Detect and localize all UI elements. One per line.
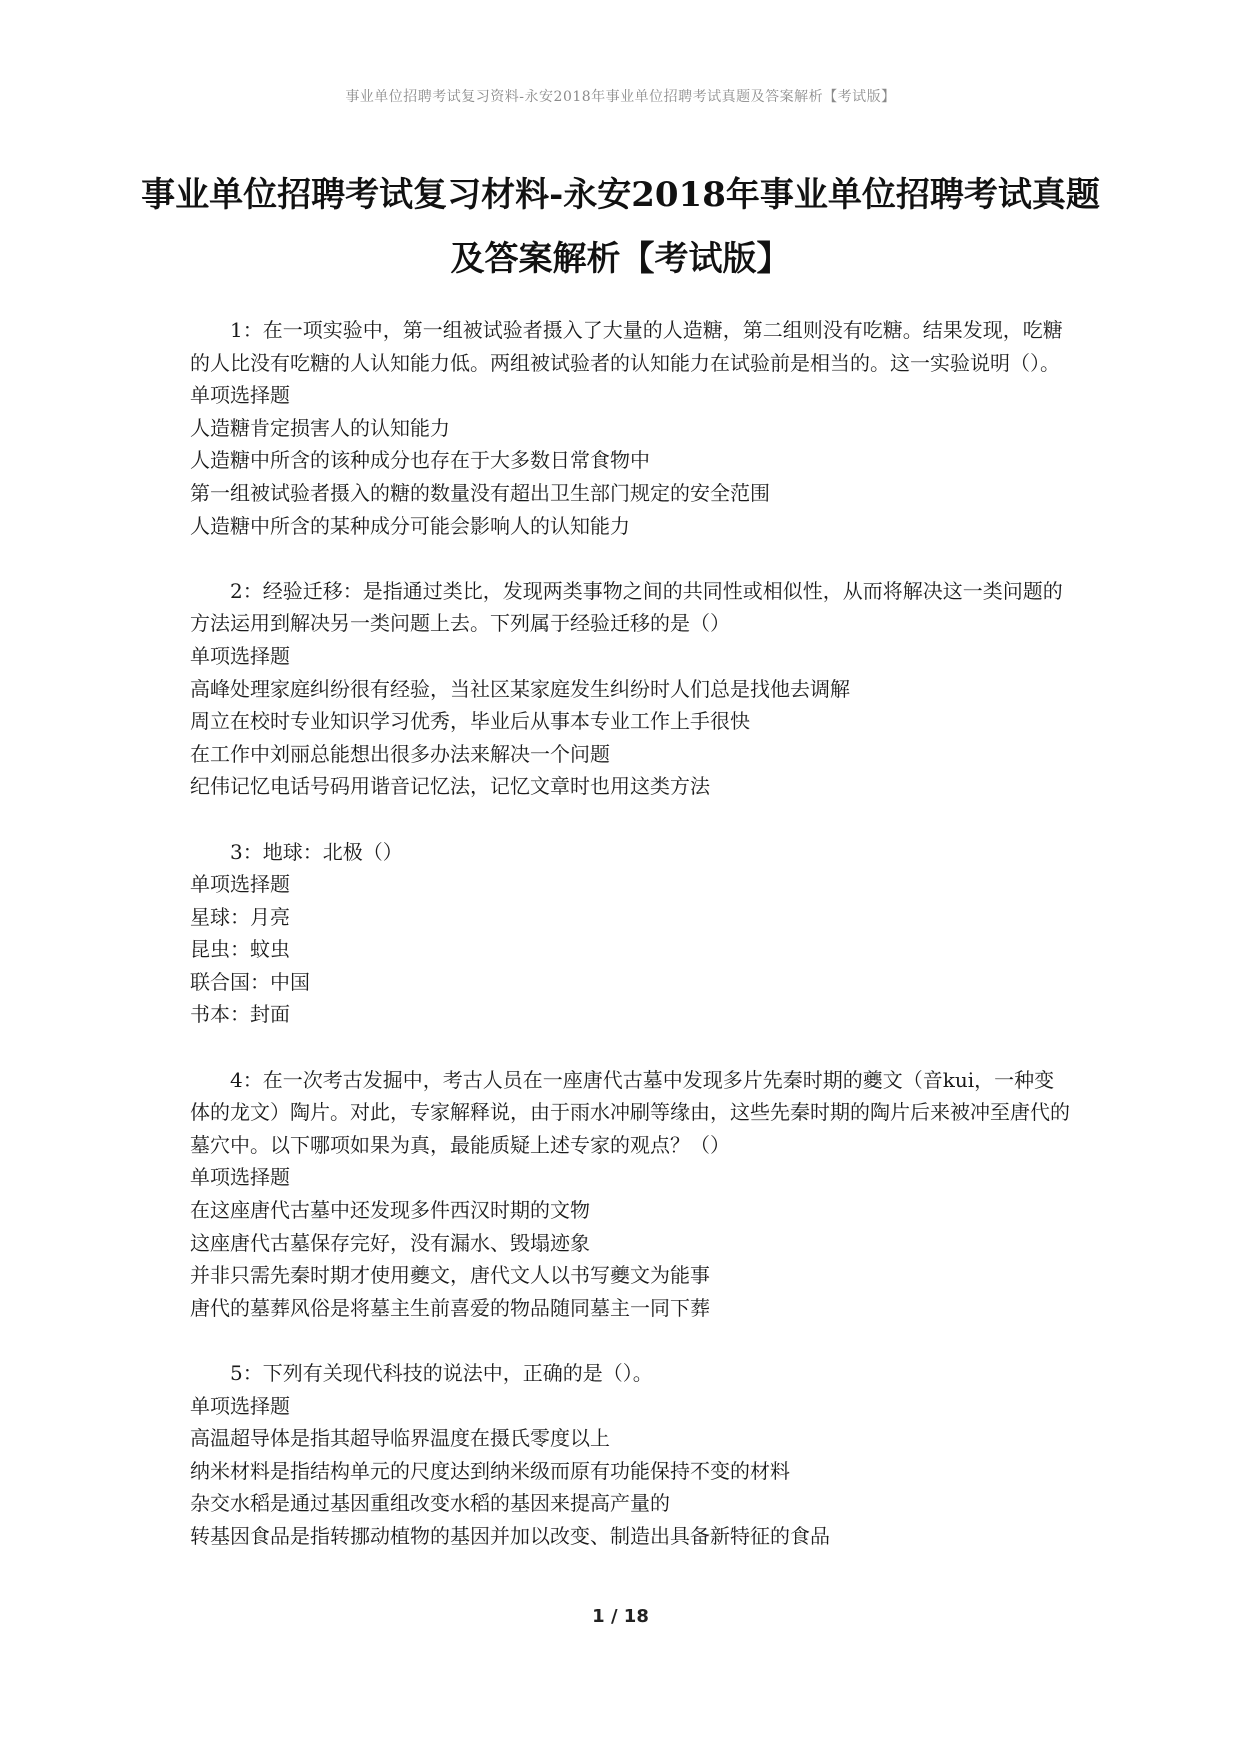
page-number: 1 / 18 bbox=[592, 1606, 649, 1627]
answer-option: 这座唐代古墓保存完好，没有漏水、毁塌迹象 bbox=[190, 1230, 590, 1255]
question-1 bbox=[190, 314, 1070, 542]
question-type: 单项选择题 bbox=[190, 383, 290, 408]
answer-option: 唐代的墓葬风俗是将墓主生前喜爱的物品随同墓主一同下葬 bbox=[190, 1295, 710, 1320]
running-header: 事业单位招聘考试复习资料-永安2018年事业单位招聘考试真题及答案解析【考试版】 bbox=[345, 89, 896, 105]
answer-option: 在这座唐代古墓中还发现多件西汉时期的文物 bbox=[190, 1198, 590, 1223]
question-list bbox=[190, 314, 1070, 1553]
answer-option: 人造糖中所含的某种成分可能会影响人的认知能力 bbox=[190, 513, 630, 538]
question-stem: 1：在一项实验中，第一组被试验者摄入了大量的人造糖，第二组则没有吃糖。结果发现，吃糖的人比没有吃糖的人认知能力低。两组被试验者的认知能力在试验前是相当的。这一实验说明（）。 bbox=[190, 318, 1063, 375]
answer-option: 并非只需先秦时期才使用夔文，唐代文人以书写夔文为能事 bbox=[190, 1263, 710, 1288]
question-stem: 3：地球：北极（） bbox=[230, 839, 403, 864]
answer-option: 高峰处理家庭纠纷很有经验，当社区某家庭发生纠纷时人们总是找他去调解 bbox=[190, 676, 850, 701]
question-type: 单项选择题 bbox=[190, 1393, 290, 1418]
answer-option: 纳米材料是指结构单元的尺度达到纳米级而原有功能保持不变的材料 bbox=[190, 1458, 790, 1483]
question-4 bbox=[190, 1064, 1070, 1325]
answer-option: 转基因食品是指转挪动植物的基因并加以改变、制造出具备新特征的食品 bbox=[190, 1523, 830, 1548]
answer-option: 周立在校时专业知识学习优秀，毕业后从事本专业工作上手很快 bbox=[190, 709, 750, 734]
question-stem: 4：在一次考古发掘中，考古人员在一座唐代古墓中发现多片先秦时期的夔文（音kui，一种变体的龙文）陶片。对此，专家解释说，由于雨水冲刷等缘由，这些先秦时期的陶片后来被冲至唐代的墓穴中。以下哪项如果为真，最能质疑上述专家的观点？（） bbox=[190, 1067, 1070, 1157]
question-type: 单项选择题 bbox=[190, 643, 290, 668]
question-5 bbox=[190, 1357, 1070, 1553]
answer-option: 昆虫：蚊虫 bbox=[190, 937, 290, 962]
question-3 bbox=[190, 836, 1070, 1032]
answer-option: 人造糖肯定损害人的认知能力 bbox=[190, 415, 450, 440]
question-type: 单项选择题 bbox=[190, 872, 290, 897]
answer-option: 星球：月亮 bbox=[190, 904, 290, 929]
answer-option: 杂交水稻是通过基因重组改变水稻的基因来提高产量的 bbox=[190, 1491, 670, 1516]
answer-option: 第一组被试验者摄入的糖的数量没有超出卫生部门规定的安全范围 bbox=[190, 480, 770, 505]
answer-option: 高温超导体是指其超导临界温度在摄氏零度以上 bbox=[190, 1426, 610, 1451]
question-type: 单项选择题 bbox=[190, 1165, 290, 1190]
document-title: 事业单位招聘考试复习材料-永安2018年事业单位招聘考试真题及答案解析【考试版】 bbox=[141, 175, 1100, 279]
answer-option: 人造糖中所含的该种成分也存在于大多数日常食物中 bbox=[190, 448, 650, 473]
question-stem: 2：经验迁移：是指通过类比，发现两类事物之间的共同性或相似性，从而将解决这一类问题的方法运用到解决另一类问题上去。下列属于经验迁移的是（） bbox=[190, 578, 1063, 636]
answer-option: 在工作中刘丽总能想出很多办法来解决一个问题 bbox=[190, 741, 610, 766]
question-2 bbox=[190, 575, 1070, 803]
answer-option: 纪伟记忆电话号码用谐音记忆法，记忆文章时也用这类方法 bbox=[190, 774, 710, 799]
answer-option: 书本：封面 bbox=[190, 1002, 290, 1027]
question-stem: 5：下列有关现代科技的说法中，正确的是（）。 bbox=[230, 1361, 653, 1385]
answer-option: 联合国：中国 bbox=[190, 969, 310, 994]
